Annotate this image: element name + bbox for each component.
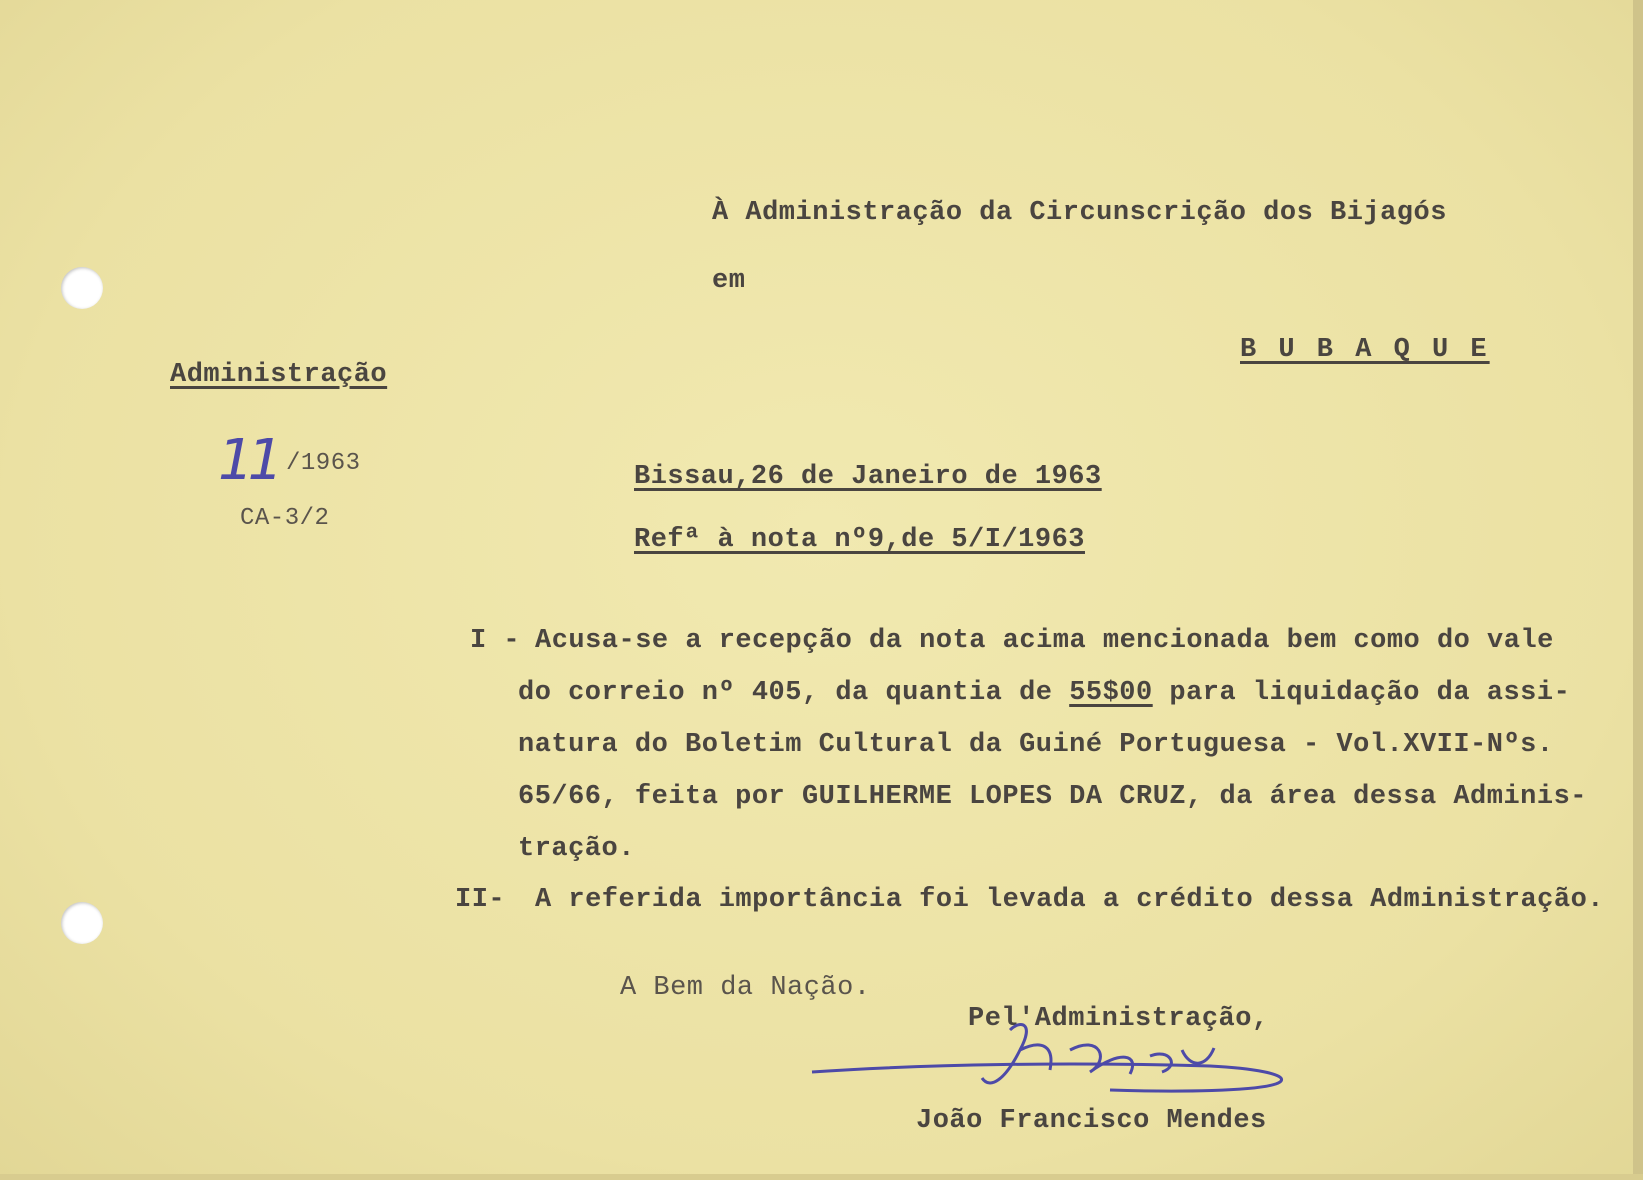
paper-edge-bottom xyxy=(0,1174,1643,1180)
handwritten-signature xyxy=(810,1020,1300,1110)
handwritten-number: 11 xyxy=(218,428,278,493)
paragraph-1-line-2 xyxy=(518,678,1570,708)
punch-hole-top xyxy=(61,267,103,309)
paragraph-1-line-3: natura do Boletim Cultural da Guiné Portuguesa - Vol.XVII-Nºs. xyxy=(518,730,1554,760)
paragraph-1-line-4: 65/66, feita por GUILHERME LOPES DA CRUZ, da área dessa Adminis- xyxy=(518,782,1587,812)
signoff: Pel'Administração, xyxy=(968,1004,1269,1034)
paragraph-1-line-5: tração. xyxy=(518,834,635,864)
paragraph-1-line-1: Acusa-se a recepção da nota acima mencionada bem como do vale xyxy=(535,626,1554,656)
salutation: A Bem da Nação. xyxy=(620,973,871,1003)
punch-hole-bottom xyxy=(61,902,103,944)
paragraph-1-line-2-end: para liquidação da assi- xyxy=(1152,678,1571,708)
amount: 55$00 xyxy=(1069,678,1153,708)
sender-office: Administração xyxy=(170,360,388,390)
paragraph-1-number: I - xyxy=(470,626,521,656)
paragraph-1-line-2-start: do correio nº 405, da quantia de xyxy=(518,678,1070,708)
signatory-name: João Francisco Mendes xyxy=(916,1106,1267,1136)
date-line: Bissau,26 de Janeiro de 1963 xyxy=(634,462,1102,492)
sender-year: /1963 xyxy=(286,450,361,477)
addressee-em: em xyxy=(712,266,746,296)
paper-edge-right xyxy=(1633,0,1643,1180)
reference-line: Refª à nota nº9,de 5/I/1963 xyxy=(634,525,1085,555)
addressee-place: B U B A Q U E xyxy=(1240,335,1490,365)
paragraph-2-number: II- xyxy=(455,885,506,915)
paragraph-2-text: A referida importância foi levada a crédito dessa Administração. xyxy=(535,885,1604,915)
sender-code: CA-3/2 xyxy=(240,505,330,532)
addressee-line: À Administração da Circunscrição dos Bijagós xyxy=(712,198,1447,228)
